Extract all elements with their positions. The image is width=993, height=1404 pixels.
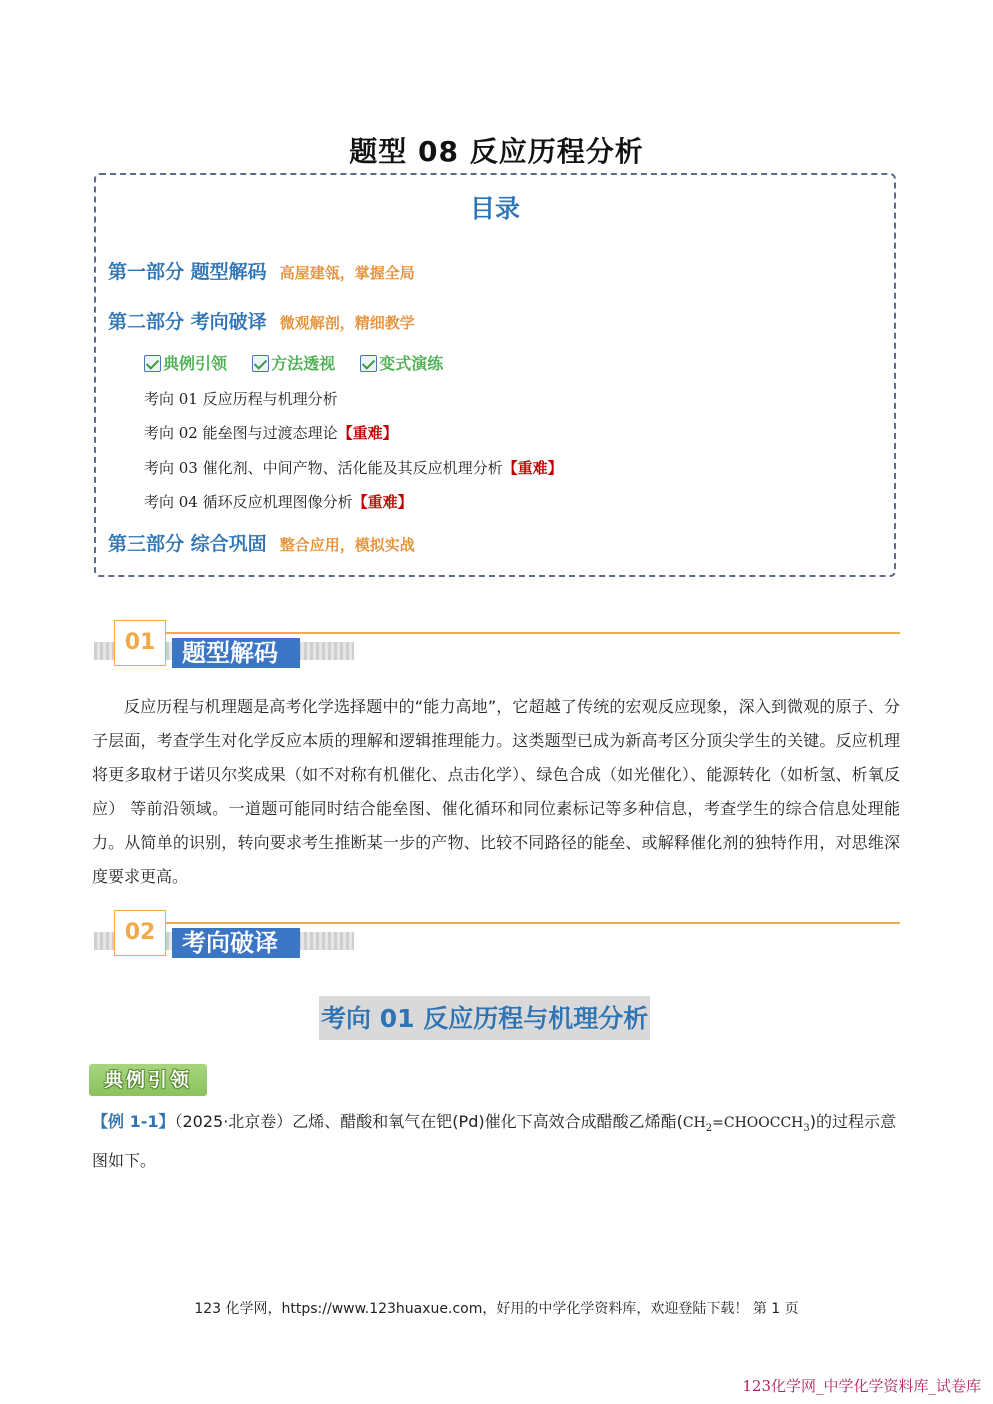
dlyl-banner: 典例引领 xyxy=(89,1064,207,1096)
toc-kaoxiang-01[interactable]: 考向 01 反应历程与机理分析 xyxy=(144,390,338,408)
toc-part-2[interactable] xyxy=(108,307,415,334)
example-source: （2025·北京卷） xyxy=(174,1112,293,1131)
difficulty-badge: 【重难】 xyxy=(337,424,398,442)
page-title: 题型 08 反应历程分析 xyxy=(349,135,644,168)
section-header-01 xyxy=(94,620,900,666)
section-number: 02 xyxy=(114,910,166,956)
difficulty-badge: 【重难】 xyxy=(352,493,413,511)
toc-part-1[interactable] xyxy=(108,257,415,284)
section-number: 01 xyxy=(114,620,166,666)
section-label: 题型解码 xyxy=(182,639,278,667)
toc-part-title: 第二部分 考向破译 xyxy=(108,311,267,333)
difficulty-badge: 【重难】 xyxy=(502,459,563,477)
toc-subtab-ffts[interactable]: 方法透视 xyxy=(252,351,335,374)
toc-part-slogan: 整合应用，模拟实战 xyxy=(279,536,415,554)
toc-part-title: 第三部分 综合巩固 xyxy=(108,533,267,555)
toc-heading: 目录 xyxy=(469,194,520,223)
section-label: 考向破译 xyxy=(182,929,278,957)
chemical-formula: $CH_2=CHOOCCH_3$ xyxy=(682,1115,810,1134)
kaoxiang-title: 考向 01 反应历程与机理分析 xyxy=(319,996,650,1040)
page-footer: 123 化学网，https://www.123huaxue.com，好用的中学化学资料库，欢迎登陆下载！ 第 1 页 xyxy=(194,1301,799,1317)
toc-subtab-dlyl[interactable]: 典例引领 xyxy=(144,351,227,374)
checklist-icon xyxy=(360,355,377,372)
toc-part-slogan: 微观解剖，精细教学 xyxy=(279,314,415,332)
toc-part-title: 第一部分 题型解码 xyxy=(108,261,267,283)
toc-kaoxiang-03[interactable]: 考向 03 催化剂、中间产物、活化能及其反应机理分析【重难】 xyxy=(144,459,563,477)
toc-part-3[interactable] xyxy=(108,529,415,556)
table-of-contents xyxy=(94,173,896,577)
checklist-icon xyxy=(144,355,161,372)
toc-subtab-bsyl[interactable]: 变式演练 xyxy=(360,351,443,374)
section-header-02 xyxy=(94,910,900,956)
example-tag: 【例 1-1】 xyxy=(92,1112,175,1131)
example-1-1: 【例 1-1】（2025·北京卷）乙烯、醋酸和氧气在钯(Pd)催化下高效合成醋酸乙烯酯$(CH_2=CHOOCCH_3)$的过程示意图如下。 xyxy=(92,1112,897,1170)
watermark: 123化学网_中学化学资料库_试卷库 xyxy=(742,1377,981,1395)
toc-kaoxiang-02[interactable]: 考向 02 能垒图与过渡态理论【重难】 xyxy=(144,424,398,442)
toc-part-slogan: 高屋建瓴，掌握全局 xyxy=(279,264,415,282)
toc-kaoxiang-04[interactable]: 考向 04 循环反应机理图像分析【重难】 xyxy=(144,493,413,511)
intro-paragraph: 反应历程与机理题是高考化学选择题中的“能力高地”，它超越了传统的宏观反应现象，深入到微观的原子、分子层面，考查学生对化学反应本质的理解和逻辑推理能力。这类题型已成为新高考区分顶尖学生的关键。反应机理将更多取材于诺贝尔奖成果（如不对称有机催化、点击化学）、绿色合成（如光催化）、能源转化（如析氢、析氧反应） 等前沿领域。一道题可能同时结合能垒图、催化循环和同位素标记等多种信息，考查学生的综合信息处理能力。从简单的识别，转向要求考生推断某一步的产物、比较不同路径的能垒、或解释催化剂的独特作用，对思维深度要求更高。 xyxy=(92,697,900,886)
toc-subtabs xyxy=(144,351,463,374)
checklist-icon xyxy=(252,355,269,372)
